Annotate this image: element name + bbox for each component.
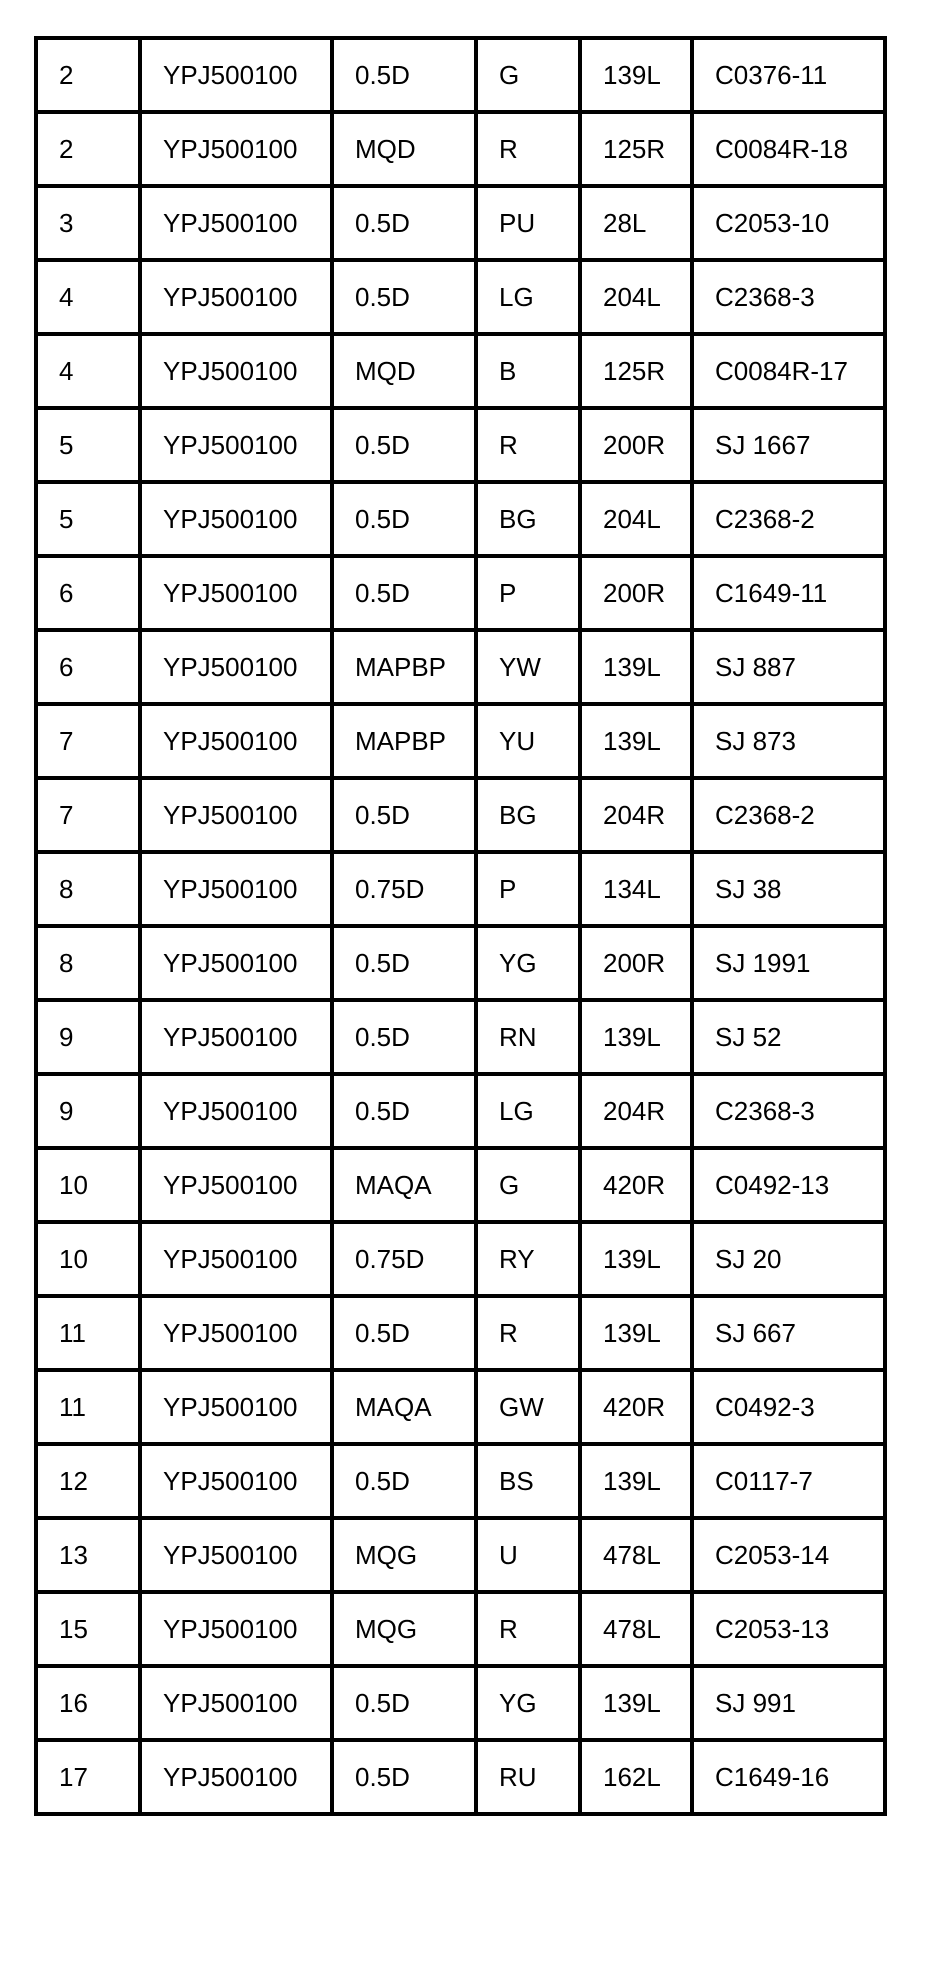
table-row <box>36 1222 885 1296</box>
part-number-cell: YPJ500100 <box>140 1518 332 1592</box>
part-number-cell: YPJ500100 <box>140 482 332 556</box>
wire-type-cell: 0.5D <box>332 1444 476 1518</box>
color-code-cell: RN <box>476 1000 580 1074</box>
table-row <box>36 408 885 482</box>
circuit-number-cell: 9 <box>36 1074 140 1148</box>
circuit-number-cell: 8 <box>36 852 140 926</box>
circuit-number-cell: 11 <box>36 1296 140 1370</box>
table-row <box>36 1518 885 1592</box>
location-cell: 125R <box>580 112 692 186</box>
location-cell: 139L <box>580 1666 692 1740</box>
location-cell: 134L <box>580 852 692 926</box>
circuit-number-cell: 5 <box>36 482 140 556</box>
connector-cell: C0376-11 <box>692 38 885 112</box>
connector-cell: C1649-11 <box>692 556 885 630</box>
wire-type-cell: MAPBP <box>332 630 476 704</box>
connector-cell: SJ 667 <box>692 1296 885 1370</box>
part-number-cell: YPJ500100 <box>140 630 332 704</box>
circuit-number-cell: 10 <box>36 1148 140 1222</box>
connector-cell: C2368-3 <box>692 1074 885 1148</box>
location-cell: 204R <box>580 778 692 852</box>
connector-cell: C1649-16 <box>692 1740 885 1814</box>
table-row <box>36 1740 885 1814</box>
connector-cell: SJ 873 <box>692 704 885 778</box>
color-code-cell: G <box>476 1148 580 1222</box>
wire-type-cell: MQD <box>332 334 476 408</box>
part-number-cell: YPJ500100 <box>140 704 332 778</box>
connector-cell: C0084R-18 <box>692 112 885 186</box>
location-cell: 28L <box>580 186 692 260</box>
connector-cell: C2368-2 <box>692 482 885 556</box>
color-code-cell: R <box>476 1592 580 1666</box>
circuit-number-cell: 7 <box>36 704 140 778</box>
location-cell: 478L <box>580 1592 692 1666</box>
circuit-number-cell: 2 <box>36 38 140 112</box>
color-code-cell: YG <box>476 926 580 1000</box>
color-code-cell: PU <box>476 186 580 260</box>
wire-type-cell: 0.75D <box>332 1222 476 1296</box>
part-number-cell: YPJ500100 <box>140 260 332 334</box>
color-code-cell: BS <box>476 1444 580 1518</box>
part-number-cell: YPJ500100 <box>140 1592 332 1666</box>
part-number-cell: YPJ500100 <box>140 1148 332 1222</box>
circuit-number-cell: 4 <box>36 260 140 334</box>
connector-cell: C2053-10 <box>692 186 885 260</box>
color-code-cell: R <box>476 408 580 482</box>
wire-type-cell: 0.5D <box>332 408 476 482</box>
location-cell: 200R <box>580 408 692 482</box>
table-row <box>36 1592 885 1666</box>
part-number-cell: YPJ500100 <box>140 1222 332 1296</box>
part-number-cell: YPJ500100 <box>140 1074 332 1148</box>
table-row <box>36 482 885 556</box>
location-cell: 139L <box>580 1000 692 1074</box>
wire-type-cell: 0.5D <box>332 926 476 1000</box>
color-code-cell: GW <box>476 1370 580 1444</box>
location-cell: 200R <box>580 926 692 1000</box>
location-cell: 420R <box>580 1148 692 1222</box>
part-number-cell: YPJ500100 <box>140 1000 332 1074</box>
part-number-cell: YPJ500100 <box>140 38 332 112</box>
connector-cell: SJ 38 <box>692 852 885 926</box>
table-row <box>36 1000 885 1074</box>
circuit-number-cell: 15 <box>36 1592 140 1666</box>
circuit-number-cell: 8 <box>36 926 140 1000</box>
wire-type-cell: 0.5D <box>332 778 476 852</box>
circuit-number-cell: 17 <box>36 1740 140 1814</box>
location-cell: 139L <box>580 1444 692 1518</box>
connector-cell: SJ 20 <box>692 1222 885 1296</box>
part-number-cell: YPJ500100 <box>140 556 332 630</box>
circuit-number-cell: 2 <box>36 112 140 186</box>
color-code-cell: P <box>476 852 580 926</box>
color-code-cell: YW <box>476 630 580 704</box>
connector-cell: C2053-13 <box>692 1592 885 1666</box>
color-code-cell: U <box>476 1518 580 1592</box>
part-number-cell: YPJ500100 <box>140 852 332 926</box>
location-cell: 200R <box>580 556 692 630</box>
location-cell: 204R <box>580 1074 692 1148</box>
table-row <box>36 1370 885 1444</box>
circuit-number-cell: 7 <box>36 778 140 852</box>
part-number-cell: YPJ500100 <box>140 926 332 1000</box>
part-number-cell: YPJ500100 <box>140 1740 332 1814</box>
table-row <box>36 186 885 260</box>
color-code-cell: G <box>476 38 580 112</box>
part-number-cell: YPJ500100 <box>140 186 332 260</box>
part-number-cell: YPJ500100 <box>140 1296 332 1370</box>
circuit-number-cell: 16 <box>36 1666 140 1740</box>
wire-type-cell: MQD <box>332 112 476 186</box>
connector-cell: C2053-14 <box>692 1518 885 1592</box>
connector-cell: C2368-3 <box>692 260 885 334</box>
part-number-cell: YPJ500100 <box>140 334 332 408</box>
location-cell: 139L <box>580 38 692 112</box>
part-number-cell: YPJ500100 <box>140 1370 332 1444</box>
color-code-cell: BG <box>476 778 580 852</box>
table-row <box>36 926 885 1000</box>
location-cell: 125R <box>580 334 692 408</box>
location-cell: 478L <box>580 1518 692 1592</box>
wire-type-cell: 0.75D <box>332 852 476 926</box>
location-cell: 162L <box>580 1740 692 1814</box>
table-row <box>36 1666 885 1740</box>
color-code-cell: LG <box>476 260 580 334</box>
table-row <box>36 260 885 334</box>
part-number-cell: YPJ500100 <box>140 408 332 482</box>
color-code-cell: R <box>476 112 580 186</box>
location-cell: 139L <box>580 1222 692 1296</box>
connector-cell: SJ 887 <box>692 630 885 704</box>
location-cell: 139L <box>580 1296 692 1370</box>
circuit-number-cell: 6 <box>36 630 140 704</box>
wire-type-cell: MAPBP <box>332 704 476 778</box>
connector-cell: C0492-13 <box>692 1148 885 1222</box>
color-code-cell: RU <box>476 1740 580 1814</box>
connector-cell: SJ 52 <box>692 1000 885 1074</box>
wire-type-cell: MQG <box>332 1518 476 1592</box>
part-number-cell: YPJ500100 <box>140 112 332 186</box>
part-number-cell: YPJ500100 <box>140 778 332 852</box>
location-cell: 139L <box>580 704 692 778</box>
table-row <box>36 1074 885 1148</box>
wire-type-cell: 0.5D <box>332 1296 476 1370</box>
table-row <box>36 556 885 630</box>
table-row <box>36 1148 885 1222</box>
part-number-cell: YPJ500100 <box>140 1666 332 1740</box>
location-cell: 204L <box>580 260 692 334</box>
circuit-number-cell: 3 <box>36 186 140 260</box>
circuit-number-cell: 4 <box>36 334 140 408</box>
circuit-number-cell: 9 <box>36 1000 140 1074</box>
connector-cell: SJ 991 <box>692 1666 885 1740</box>
connector-cell: C0492-3 <box>692 1370 885 1444</box>
location-cell: 420R <box>580 1370 692 1444</box>
connector-cell: C0117-7 <box>692 1444 885 1518</box>
connector-cell: SJ 1991 <box>692 926 885 1000</box>
color-code-cell: P <box>476 556 580 630</box>
table-row <box>36 38 885 112</box>
wire-type-cell: 0.5D <box>332 1074 476 1148</box>
circuit-number-cell: 12 <box>36 1444 140 1518</box>
wire-type-cell: 0.5D <box>332 38 476 112</box>
connector-cell: C0084R-17 <box>692 334 885 408</box>
table-row <box>36 778 885 852</box>
wire-type-cell: 0.5D <box>332 186 476 260</box>
connector-cell: C2368-2 <box>692 778 885 852</box>
part-number-cell: YPJ500100 <box>140 1444 332 1518</box>
table-body <box>36 38 885 1814</box>
color-code-cell: LG <box>476 1074 580 1148</box>
color-code-cell: YG <box>476 1666 580 1740</box>
color-code-cell: BG <box>476 482 580 556</box>
wire-type-cell: 0.5D <box>332 1740 476 1814</box>
color-code-cell: YU <box>476 704 580 778</box>
location-cell: 139L <box>580 630 692 704</box>
table-row <box>36 704 885 778</box>
table-row <box>36 630 885 704</box>
table-row <box>36 1444 885 1518</box>
circuit-number-cell: 5 <box>36 408 140 482</box>
wire-type-cell: MAQA <box>332 1148 476 1222</box>
table-row <box>36 334 885 408</box>
wire-type-cell: 0.5D <box>332 1666 476 1740</box>
table-row <box>36 112 885 186</box>
wiring-table <box>34 36 887 1816</box>
connector-cell: SJ 1667 <box>692 408 885 482</box>
circuit-number-cell: 13 <box>36 1518 140 1592</box>
color-code-cell: RY <box>476 1222 580 1296</box>
table-row <box>36 852 885 926</box>
color-code-cell: B <box>476 334 580 408</box>
wire-type-cell: MAQA <box>332 1370 476 1444</box>
circuit-number-cell: 10 <box>36 1222 140 1296</box>
table-row <box>36 1296 885 1370</box>
circuit-number-cell: 11 <box>36 1370 140 1444</box>
wire-type-cell: 0.5D <box>332 260 476 334</box>
location-cell: 204L <box>580 482 692 556</box>
wire-type-cell: MQG <box>332 1592 476 1666</box>
wire-type-cell: 0.5D <box>332 482 476 556</box>
circuit-number-cell: 6 <box>36 556 140 630</box>
wire-type-cell: 0.5D <box>332 556 476 630</box>
wire-type-cell: 0.5D <box>332 1000 476 1074</box>
color-code-cell: R <box>476 1296 580 1370</box>
